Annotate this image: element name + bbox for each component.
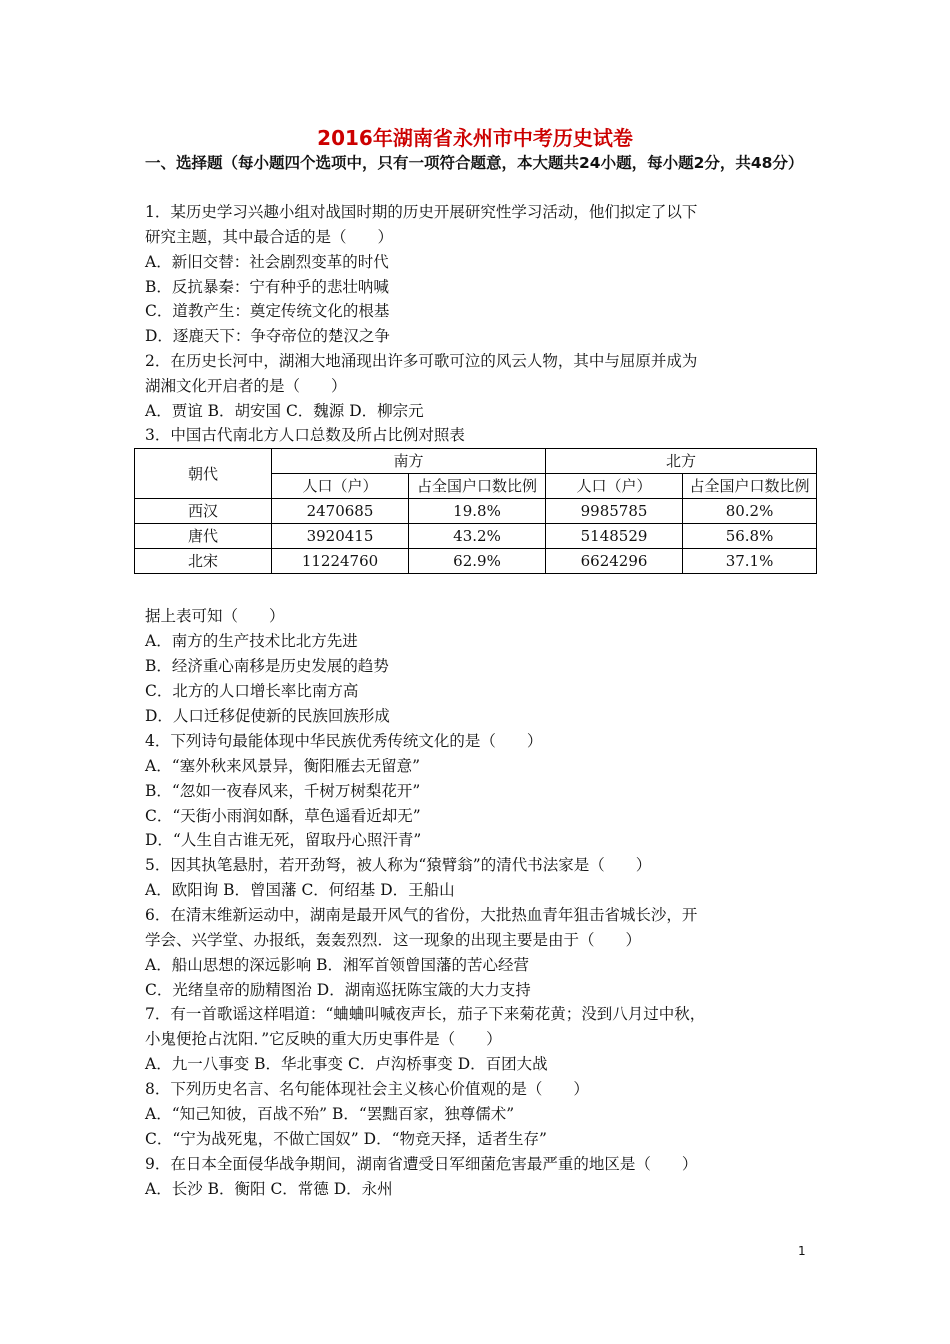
option-line: C．“天街小雨润如酥，草色遥看近却无” — [145, 807, 421, 825]
population-table — [134, 448, 817, 574]
option-line: C．光绪皇帝的励精图治 D．湖南巡抚陈宝箴的大力支持 — [145, 981, 531, 999]
question-line: 1．某历史学习兴趣小组对战国时期的历史开展研究性学习活动，他们拟定了以下 — [145, 203, 698, 221]
option-line: D．人口迁移促使新的民族回族形成 — [145, 707, 390, 725]
option-line: B．“忽如一夜春风来，千树万树梨花开” — [145, 782, 421, 800]
question-line: 小鬼便抢占沈阳．”它反映的重大历史事件是（ ） — [145, 1030, 502, 1048]
option-line: D．“人生自古谁无死，留取丹心照汗青” — [145, 831, 422, 849]
option-line: A．九一八事变 B．华北事变 C．卢沟桥事变 D．百团大战 — [145, 1055, 548, 1073]
option-line: A．欧阳询 B．曾国藩 C．何绍基 D．王船山 — [145, 881, 455, 899]
table-cell: 6624296 — [546, 549, 683, 574]
question-line: 3．中国古代南北方人口总数及所占比例对照表 — [145, 426, 465, 444]
table-cell: 11224760 — [272, 549, 409, 574]
table-cell: 43.2% — [409, 524, 546, 549]
table-cell: 北宋 — [135, 549, 272, 574]
option-line: C．道教产生：奠定传统文化的根基 — [145, 302, 390, 320]
option-line: C．北方的人口增长率比南方高 — [145, 682, 359, 700]
question-line: 4．下列诗句最能体现中华民族优秀传统文化的是（ ） — [145, 732, 543, 750]
subheader-ratio: 占全国户口数比例 — [683, 474, 817, 499]
option-line: A．贾谊 B．胡安国 C．魏源 D．柳宗元 — [145, 402, 424, 420]
table-cell: 西汉 — [135, 499, 272, 524]
table-cell: 5148529 — [546, 524, 683, 549]
option-line: B．经济重心南移是历史发展的趋势 — [145, 657, 389, 675]
option-line: C．“宁为战死鬼，不做亡国奴” D．“物竞天择，适者生存” — [145, 1130, 547, 1148]
question-line: 2．在历史长河中，湖湘大地涌现出许多可歌可泣的风云人物，其中与屈原并成为 — [145, 352, 698, 370]
question-line: 9．在日本全面侵华战争期间，湖南省遭受日军细菌危害最严重的地区是（ ） — [145, 1155, 698, 1173]
question-line: 6．在清末维新运动中，湖南是最开风气的省份，大批热血青年狙击省城长沙，开 — [145, 906, 698, 924]
table-cell: 9985785 — [546, 499, 683, 524]
page-number: 1 — [798, 1244, 806, 1258]
table-cell: 37.1% — [683, 549, 817, 574]
question-line: 7．有一首歌谣这样唱道：“蛐蛐叫喊夜声长，茄子下来菊花黄；没到八月过中秋， — [145, 1005, 706, 1023]
table-row — [135, 499, 817, 524]
option-line: A．长沙 B．衡阳 C．常德 D．永州 — [145, 1180, 393, 1198]
question-line: 研究主题，其中最合适的是（ ） — [145, 228, 394, 246]
table-cell: 80.2% — [683, 499, 817, 524]
subheader-population: 人口（户） — [272, 474, 409, 499]
question-line: 湖湘文化开启者的是（ ） — [145, 377, 347, 395]
table-row — [135, 524, 817, 549]
option-line: D．逐鹿天下：争夺帝位的楚汉之争 — [145, 327, 390, 345]
question-line: 学会、兴学堂、办报纸，轰轰烈烈．这一现象的出现主要是由于（ ） — [145, 931, 642, 949]
question-line: 据上表可知（ ） — [145, 607, 285, 625]
header-dynasty: 朝代 — [135, 449, 272, 499]
option-line: A．船山思想的深远影响 B．湘军首领曾国藩的苦心经营 — [145, 956, 530, 974]
question-line: 5．因其执笔悬肘，若开劲弩，被人称为“猿臂翁”的清代书法家是（ ） — [145, 856, 652, 874]
subheader-ratio: 占全国户口数比例 — [409, 474, 546, 499]
table-cell: 56.8% — [683, 524, 817, 549]
table-cell: 19.8% — [409, 499, 546, 524]
table-row — [135, 549, 817, 574]
table-cell: 3920415 — [272, 524, 409, 549]
header-north: 北方 — [546, 449, 817, 474]
option-line: A．新旧交替：社会剧烈变革的时代 — [145, 253, 389, 271]
option-line: A．“塞外秋来风景异，衡阳雁去无留意” — [145, 757, 421, 775]
option-line: A．南方的生产技术比北方先进 — [145, 632, 358, 650]
question-line: 8．下列历史名言、名句能体现社会主义核心价值观的是（ ） — [145, 1080, 589, 1098]
table-cell: 唐代 — [135, 524, 272, 549]
option-line: A．“知己知彼，百战不殆” B．“罢黜百家，独尊儒术” — [145, 1105, 515, 1123]
table-cell: 62.9% — [409, 549, 546, 574]
header-south: 南方 — [272, 449, 546, 474]
subheader-population: 人口（户） — [546, 474, 683, 499]
option-line: B．反抗暴秦：宁有种乎的悲壮呐喊 — [145, 278, 389, 296]
table-cell: 2470685 — [272, 499, 409, 524]
page-title: 2016年湖南省永州市中考历史试卷 — [317, 126, 633, 150]
section-heading: 一、选择题（每小题四个选项中，只有一项符合题意，本大题共24小题，每小题2分，共48分） — [145, 154, 804, 172]
